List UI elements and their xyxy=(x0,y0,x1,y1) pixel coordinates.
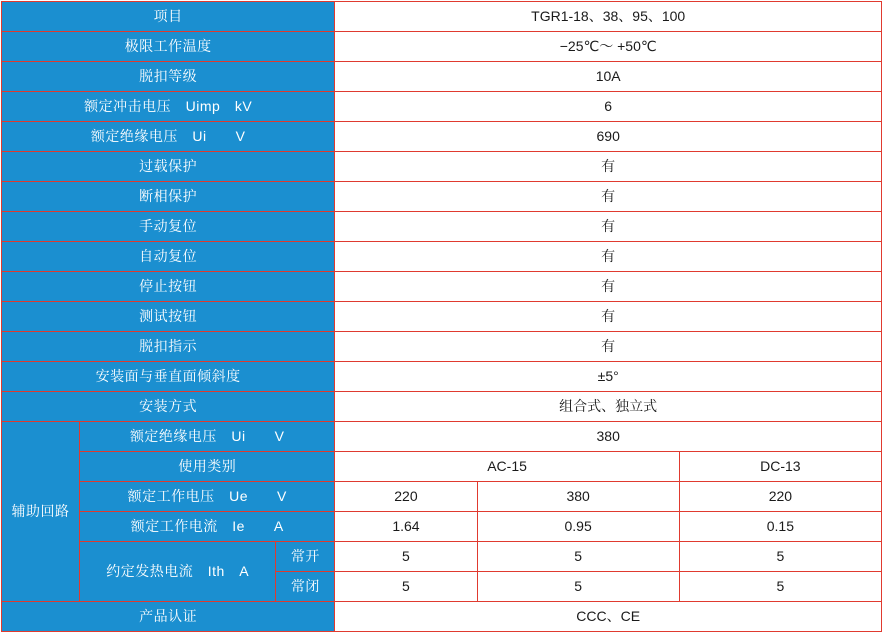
row-value: TGR1-18、38、95、100 xyxy=(335,2,882,32)
aux-row-label: 额定工作电流 Ie A xyxy=(80,512,335,542)
aux-row-insulation-voltage xyxy=(2,422,882,452)
table-row xyxy=(2,152,882,182)
aux-row-value: 220 xyxy=(679,482,881,512)
aux-row-value: 5 xyxy=(335,542,477,572)
table-row xyxy=(2,272,882,302)
row-label: 测试按钮 xyxy=(2,302,335,332)
row-value: ±5° xyxy=(335,362,882,392)
row-value: 有 xyxy=(335,152,882,182)
table-row xyxy=(2,92,882,122)
row-value: 有 xyxy=(335,212,882,242)
row-value: 有 xyxy=(335,182,882,212)
row-label: 项目 xyxy=(2,2,335,32)
aux-row-value: 380 xyxy=(477,482,679,512)
table-row xyxy=(2,302,882,332)
row-label: 自动复位 xyxy=(2,242,335,272)
row-label: 额定冲击电压 Uimp kV xyxy=(2,92,335,122)
aux-row-value: 1.64 xyxy=(335,512,477,542)
aux-row-working-current xyxy=(2,512,882,542)
spec-sheet xyxy=(0,1,883,631)
aux-row-thermal-current-no xyxy=(2,542,882,572)
row-label: 过载保护 xyxy=(2,152,335,182)
row-label: 停止按钮 xyxy=(2,272,335,302)
aux-row-value: 0.95 xyxy=(477,512,679,542)
row-value: 有 xyxy=(335,242,882,272)
row-value: 10A xyxy=(335,62,882,92)
row-label: 脱扣指示 xyxy=(2,332,335,362)
row-label: 额定绝缘电压 Ui V xyxy=(2,122,335,152)
aux-row-value: DC-13 xyxy=(679,452,881,482)
aux-row-utilization-category xyxy=(2,452,882,482)
thermal-current-label: 约定发热电流 Ith A xyxy=(80,542,276,602)
table-row xyxy=(2,362,882,392)
aux-row-value: 220 xyxy=(335,482,477,512)
table-row xyxy=(2,392,882,422)
row-label: 断相保护 xyxy=(2,182,335,212)
aux-row-value: 5 xyxy=(477,572,679,602)
specification-table xyxy=(1,1,882,632)
aux-row-label: 额定工作电压 Ue V xyxy=(80,482,335,512)
table-row xyxy=(2,242,882,272)
aux-row-value: 5 xyxy=(679,572,881,602)
table-row xyxy=(2,2,882,32)
table-row xyxy=(2,182,882,212)
row-value: 组合式、独立式 xyxy=(335,392,882,422)
row-value: 有 xyxy=(335,302,882,332)
table-row xyxy=(2,332,882,362)
table-row xyxy=(2,122,882,152)
aux-row-value: 0.15 xyxy=(679,512,881,542)
aux-row-value: 380 xyxy=(335,422,882,452)
row-value: 6 xyxy=(335,92,882,122)
aux-row-value: 5 xyxy=(477,542,679,572)
row-value: −25℃～ +50℃ xyxy=(335,32,882,62)
aux-row-value: 5 xyxy=(679,542,881,572)
aux-row-label: 使用类别 xyxy=(80,452,335,482)
row-label: 脱扣等级 xyxy=(2,62,335,92)
contact-type-label: 常开 xyxy=(276,542,335,572)
contact-type-label: 常闭 xyxy=(276,572,335,602)
row-label: 极限工作温度 xyxy=(2,32,335,62)
row-label: 产品认证 xyxy=(2,602,335,632)
aux-row-label: 额定绝缘电压 Ui V xyxy=(80,422,335,452)
row-label: 安装面与垂直面倾斜度 xyxy=(2,362,335,392)
table-row-certification xyxy=(2,602,882,632)
row-value: CCC、CE xyxy=(335,602,882,632)
aux-row-value: 5 xyxy=(335,572,477,602)
row-label: 手动复位 xyxy=(2,212,335,242)
aux-row-working-voltage xyxy=(2,482,882,512)
row-value: 有 xyxy=(335,272,882,302)
aux-row-value: AC-15 xyxy=(335,452,679,482)
row-value: 690 xyxy=(335,122,882,152)
table-row xyxy=(2,62,882,92)
row-label: 安装方式 xyxy=(2,392,335,422)
table-row xyxy=(2,212,882,242)
row-value: 有 xyxy=(335,332,882,362)
aux-side-label: 辅助回路 xyxy=(2,422,80,602)
table-row xyxy=(2,32,882,62)
